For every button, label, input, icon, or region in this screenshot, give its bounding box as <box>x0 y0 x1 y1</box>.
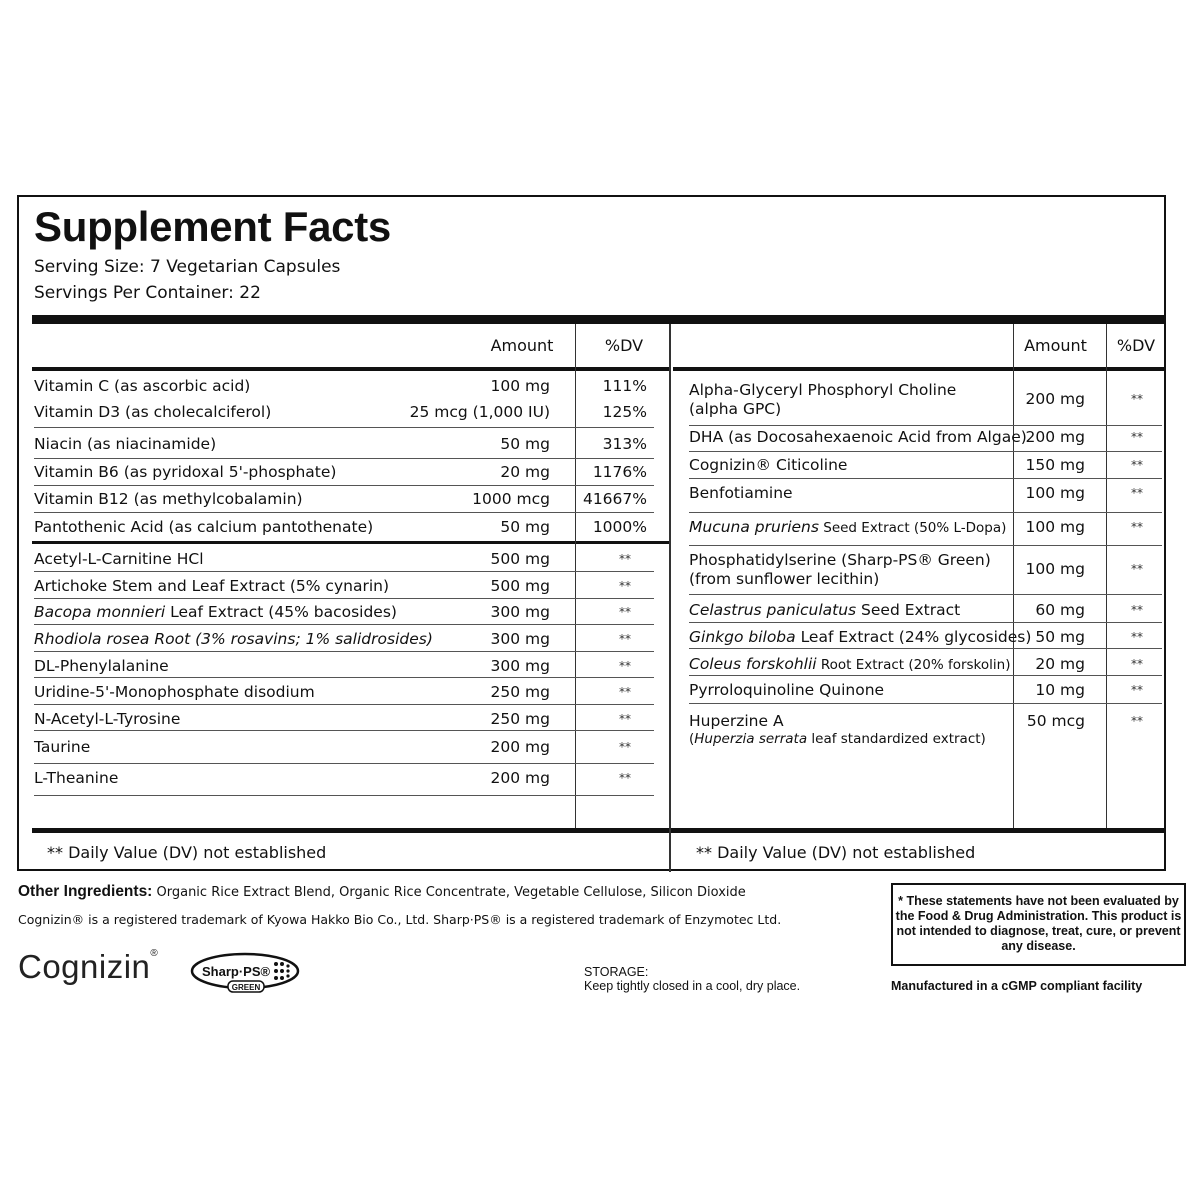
left-table-row <box>34 377 654 403</box>
right-table-row <box>689 551 1164 595</box>
nutrient-dv: ** <box>1131 458 1143 472</box>
table-row-divider <box>689 675 1162 676</box>
nutrient-dv: ** <box>619 771 631 785</box>
storage-text: Keep tightly closed in a cool, dry place. <box>584 979 801 993</box>
nutrient-name-text: Seed Extract <box>856 601 961 619</box>
nutrient-name-text: Acetyl-L-Carnitine HCl <box>34 550 204 568</box>
nutrient-name <box>34 463 336 481</box>
right-footnote: ** Daily Value (DV) not established <box>696 843 976 862</box>
right-table-row <box>689 484 1164 510</box>
nutrient-name-text: Vitamin C (as ascorbic acid) <box>34 377 251 395</box>
left-table-row <box>34 630 654 656</box>
nutrient-amount: 50 mg <box>500 435 550 453</box>
nutrient-dv: ** <box>619 579 631 593</box>
nutrient-name-line2-text: (alpha GPC) <box>689 400 782 418</box>
nutrient-dv: 41667% <box>582 490 647 508</box>
nutrient-amount: 250 mg <box>490 710 550 728</box>
table-row-divider <box>34 512 654 513</box>
nutrient-name-text: Pantothenic Acid (as calcium pantothenate) <box>34 518 374 536</box>
nutrient-amount: 250 mg <box>490 683 550 701</box>
nutrient-dv: 313% <box>602 435 647 453</box>
table-row-divider <box>34 730 654 731</box>
table-row-divider <box>689 594 1162 595</box>
nutrient-name-italic: Celastrus paniculatus <box>689 601 857 619</box>
nutrient-name <box>34 630 433 648</box>
nutrient-amount: 50 mg <box>500 518 550 536</box>
nutrient-name <box>34 710 180 728</box>
table-row-divider <box>689 425 1162 426</box>
nutrient-name <box>689 484 793 502</box>
nutrient-amount: 60 mg <box>1035 601 1085 619</box>
nutrient-dv: ** <box>1131 486 1143 500</box>
nutrient-name-text: Vitamin B6 (as pyridoxal 5'-phosphate) <box>34 463 337 481</box>
nutrient-dv: ** <box>619 632 631 646</box>
nutrient-name <box>689 712 784 730</box>
table-row-divider <box>34 651 654 652</box>
nutrient-name <box>689 628 1031 646</box>
table-row-divider <box>689 451 1162 452</box>
nutrient-dv: 125% <box>602 403 647 421</box>
nutrient-dv: ** <box>1131 630 1143 644</box>
nutrient-name-text: L-Theanine <box>34 769 119 787</box>
nutrient-name <box>34 738 90 756</box>
nutrient-name <box>34 603 397 621</box>
nutrient-name-italic: Rhodiola rosea <box>34 630 150 648</box>
nutrient-name <box>34 518 373 536</box>
nutrient-name-text: Uridine-5'-Monophosphate disodium <box>34 683 315 701</box>
other-ingredients-list: Organic Rice Extract Blend, Organic Rice Concentrate, Vegetable Cellulose, Silicon Dioxide <box>156 885 746 900</box>
nutrient-name-italic: Ginkgo biloba <box>689 628 796 646</box>
nutrient-dv: ** <box>619 712 631 726</box>
nutrient-name-text: Leaf Extract (45% bacosides) <box>165 603 397 621</box>
nutrient-dv: ** <box>1131 392 1143 406</box>
table-row-divider <box>689 703 1162 704</box>
left-table-row <box>34 657 654 683</box>
table-row-divider <box>689 648 1162 649</box>
table-row-divider <box>34 795 654 796</box>
bottom-thick-bar <box>32 828 1164 833</box>
other-ingredients <box>18 883 746 901</box>
nutrient-amount: 10 mg <box>1035 681 1085 699</box>
serving-size: Serving Size: 7 Vegetarian Capsules <box>34 257 341 277</box>
left-table-row <box>34 738 654 764</box>
nutrient-dv: ** <box>619 740 631 754</box>
nutrient-amount: 100 mg <box>1025 484 1085 502</box>
left-amount-header: Amount <box>490 336 554 355</box>
nutrient-name <box>34 577 389 595</box>
nutrient-name-text: Seed Extract (50% L-Dopa) <box>818 520 1007 536</box>
table-row-divider <box>34 427 654 428</box>
nutrient-name-line2-text: leaf standardized extract) <box>807 731 986 747</box>
nutrient-amount: 300 mg <box>490 657 550 675</box>
sharp-ps-logo-sub: GREEN <box>231 983 261 992</box>
right-table-row <box>689 518 1164 544</box>
fda-disclaimer: * These statements have not been evaluated by the Food & Drug Administration. This product is not intended to diagnose, treat, cure, or prevent any disease. <box>891 883 1186 966</box>
nutrient-name <box>689 381 956 399</box>
nutrient-name-text: Niacin (as niacinamide) <box>34 435 217 453</box>
nutrient-amount: 200 mg <box>1025 390 1085 408</box>
nutrient-name-text: Leaf Extract (24% glycosides) <box>795 628 1032 646</box>
nutrient-name-line2 <box>689 400 781 418</box>
cognizin-logo-mark: ® <box>150 948 159 959</box>
nutrient-name-italic: Mucuna pruriens <box>689 518 819 536</box>
nutrient-name-text: Root Extract (20% forskolin) <box>816 657 1011 673</box>
table-row-divider <box>689 478 1162 479</box>
nutrient-amount: 200 mg <box>1025 428 1085 446</box>
nutrient-amount: 300 mg <box>490 603 550 621</box>
nutrient-name <box>689 681 884 699</box>
nutrient-name-text: Vitamin B12 (as methylcobalamin) <box>34 490 303 508</box>
table-row-divider <box>34 598 654 599</box>
table-row-divider <box>34 677 654 678</box>
nutrient-amount: 100 mg <box>1025 518 1085 536</box>
right-table-row <box>689 628 1164 654</box>
nutrient-dv: ** <box>619 659 631 673</box>
nutrient-name-text: Artichoke Stem and Leaf Extract (5% cynarin) <box>34 577 389 595</box>
nutrient-amount: 100 mg <box>1025 560 1085 578</box>
nutrient-name <box>34 683 315 701</box>
nutrient-dv: ** <box>1131 657 1143 671</box>
right-amount-header: Amount <box>1024 336 1087 355</box>
nutrient-name <box>34 490 303 508</box>
nutrient-dv: 1176% <box>592 463 647 481</box>
left-table-row <box>34 710 654 736</box>
nutrient-name-line2-pre: ( <box>689 731 695 747</box>
nutrient-name <box>34 769 118 787</box>
left-dv-header: %DV <box>604 336 644 355</box>
left-table-row <box>34 769 654 795</box>
right-table-row <box>689 655 1164 681</box>
left-table-row <box>34 683 654 709</box>
table-row-divider <box>34 704 654 705</box>
nutrient-name-text: DHA (as Docosahexaenoic Acid from Algae) <box>689 428 1027 446</box>
nutrient-amount: 200 mg <box>490 769 550 787</box>
manufactured-note: Manufactured in a cGMP compliant facility <box>891 979 1143 993</box>
sharp-ps-logo-text: Sharp·PS® <box>202 964 271 979</box>
nutrient-name-line2-text: (from sunflower lecithin) <box>689 570 880 588</box>
nutrient-dv: ** <box>1131 603 1143 617</box>
nutrient-name-italic: Bacopa monnieri <box>34 603 166 621</box>
nutrient-dv: ** <box>1131 562 1143 576</box>
nutrient-amount: 500 mg <box>490 550 550 568</box>
nutrient-amount: 100 mg <box>490 377 550 395</box>
trademark-notice: Cognizin® is a registered trademark of Kyowa Hakko Bio Co., Ltd. Sharp·PS® is a registered trademark of Enzymotec Ltd. <box>18 912 782 927</box>
right-header-bar <box>673 367 1164 371</box>
center-divider <box>669 324 671 872</box>
left-header-bar <box>32 367 669 371</box>
table-row-divider <box>34 571 654 572</box>
nutrient-dv: 111% <box>602 377 647 395</box>
nutrient-name-text: Huperzine A <box>689 712 784 730</box>
nutrient-dv: 1000% <box>592 518 647 536</box>
nutrient-name <box>34 435 216 453</box>
table-row-divider <box>34 624 654 625</box>
servings-per-container: Servings Per Container: 22 <box>34 283 261 303</box>
nutrient-dv: ** <box>1131 520 1143 534</box>
nutrient-amount: 200 mg <box>490 738 550 756</box>
nutrient-name-line2-italic: Huperzia serrata <box>694 731 808 747</box>
nutrient-dv: ** <box>619 552 631 566</box>
nutrient-name <box>689 518 1006 536</box>
nutrient-amount: 20 mg <box>1035 655 1085 673</box>
right-table-row <box>689 381 1164 425</box>
nutrient-amount: 300 mg <box>490 630 550 648</box>
table-row-divider <box>689 545 1162 546</box>
nutrient-dv: ** <box>1131 714 1143 728</box>
left-table-row <box>34 518 654 544</box>
nutrient-name-text: Phosphatidylserine (Sharp-PS® Green) <box>689 551 991 569</box>
other-ingredients-label: Other Ingredients: <box>18 883 153 900</box>
nutrient-amount: 50 mcg <box>1026 712 1085 730</box>
page-title: Supplement Facts <box>34 203 391 250</box>
table-row-divider <box>34 458 654 459</box>
left-table-row <box>34 603 654 629</box>
storage-label: STORAGE: <box>584 965 649 979</box>
storage-info <box>584 965 800 993</box>
sharp-ps-logo <box>190 952 300 994</box>
left-footnote: ** Daily Value (DV) not established <box>47 843 327 862</box>
nutrient-dv: ** <box>1131 430 1143 444</box>
nutrient-name-text: Vitamin D3 (as cholecalciferol) <box>34 403 272 421</box>
nutrient-dv: ** <box>1131 683 1143 697</box>
table-row-divider <box>689 512 1162 513</box>
nutrient-name-text: Alpha-Glyceryl Phosphoryl Choline <box>689 381 957 399</box>
nutrient-amount: 1000 mcg <box>472 490 550 508</box>
left-table-row <box>34 577 654 603</box>
nutrient-name-line2 <box>689 731 986 747</box>
nutrient-name <box>34 403 271 421</box>
table-row-divider <box>34 763 654 764</box>
nutrient-name <box>689 428 1027 446</box>
nutrient-dv: ** <box>619 605 631 619</box>
nutrient-name <box>689 456 847 474</box>
right-dv-header: %DV <box>1116 336 1156 355</box>
nutrient-name <box>34 550 204 568</box>
nutrient-name-text: N-Acetyl-L-Tyrosine <box>34 710 181 728</box>
table-row-divider <box>34 485 654 486</box>
right-table-row <box>689 712 1164 752</box>
nutrient-name <box>689 655 1010 673</box>
nutrient-name-text: Root (3% rosavins; 1% salidrosides) <box>149 630 433 648</box>
cognizin-logo <box>18 948 158 986</box>
nutrient-name-text: Taurine <box>34 738 91 756</box>
left-table-row <box>34 550 654 576</box>
nutrient-name <box>689 601 960 619</box>
nutrient-amount: 150 mg <box>1025 456 1085 474</box>
right-table-row <box>689 601 1164 627</box>
nutrient-name <box>34 657 169 675</box>
top-thick-bar <box>32 315 1164 324</box>
nutrient-amount: 25 mcg (1,000 IU) <box>409 403 550 421</box>
nutrient-name-text: DL-Phenylalanine <box>34 657 169 675</box>
nutrient-dv: ** <box>619 685 631 699</box>
nutrient-name-text: Pyrroloquinoline Quinone <box>689 681 885 699</box>
nutrient-name <box>689 551 991 569</box>
nutrient-amount: 20 mg <box>500 463 550 481</box>
left-table-row <box>34 403 654 429</box>
nutrient-name <box>34 377 250 395</box>
nutrient-name-text: Cognizin® Citicoline <box>689 456 848 474</box>
cognizin-logo-text: Cognizin <box>18 948 151 985</box>
nutrient-amount: 50 mg <box>1035 628 1085 646</box>
nutrient-amount: 500 mg <box>490 577 550 595</box>
nutrient-name-text: Benfotiamine <box>689 484 793 502</box>
table-row-divider <box>689 622 1162 623</box>
nutrient-name-italic: Coleus forskohlii <box>689 655 817 673</box>
nutrient-name-line2 <box>689 570 879 588</box>
